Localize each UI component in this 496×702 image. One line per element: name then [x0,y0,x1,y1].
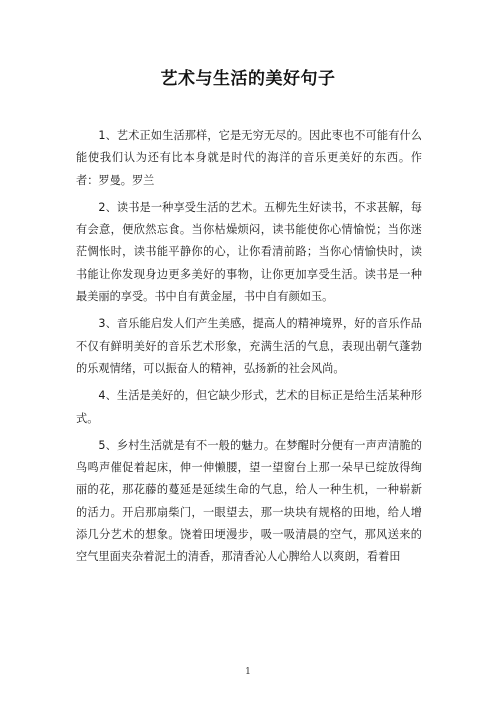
document-title: 艺术与生活的美好句子 [160,69,336,89]
paragraph-5: 5、乡村生活就是有不一般的魅力。在梦醒时分便有一声声清脆的鸟鸣声催促着起床，伸一伸懒腰，望一望窗台上那一朵早已绽放得绚丽的花，那花藤的蔓延是延续生命的气息，给人一种生机，一种崭新的活力。开启那扇柴门，一眼望去，那一块块有规格的田地，给人增添几分艺术的想象。饶着田埂漫步，吸一吸清晨的空气，那风送来的空气里面夹杂着泥土的清香，那清香沁人心脾给人以爽朗，看着田 [76,438,422,564]
paragraph-1: 1、艺术正如生活那样，它是无穷无尽的。因此枣也不可能有什么能使我们认为还有比本身就是时代的海洋的音乐更美好的东西。作者：罗曼。罗兰 [76,129,422,187]
document-body [76,125,422,574]
page-number: 1 [245,667,251,677]
paragraph-2: 2、读书是一种享受生活的艺术。五柳先生好读书，不求甚解，每有会意，便欣然忘食。当你枯燥烦闷，读书能使你心情愉悦；当你迷茫惆怅时，读书能平静你的心，让你看清前路；当你心情愉快时，读书能让你发现身边更多美好的事物，让你更加享受生活。读书是一种最美丽的享受。书中自有黄金屋，书中自有颜如玉。 [76,200,422,304]
paragraph-3: 3、音乐能启发人们产生美感，提高人的精神境界，好的音乐作品不仅有鲜明美好的音乐艺术形象，充满生活的气息，表现出朝气蓬勃的乐观情绪，可以振奋人的精神，弘扬新的社会风尚。 [76,317,422,375]
paragraph-4: 4、生活是美好的，但它缺少形式，艺术的目标正是给生活某种形式。 [76,389,422,425]
